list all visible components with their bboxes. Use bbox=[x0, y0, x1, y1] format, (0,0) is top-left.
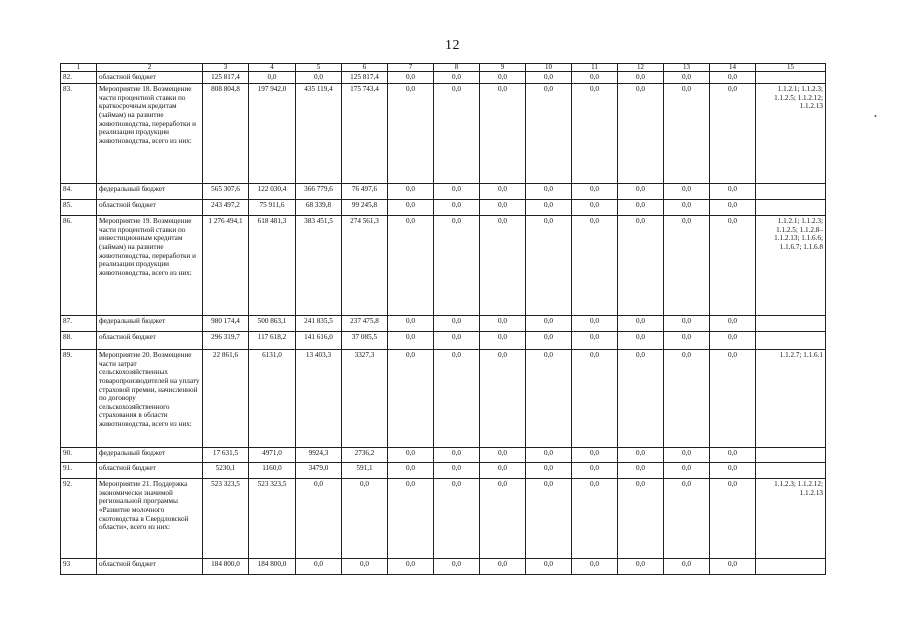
column-number: 4 bbox=[249, 64, 296, 72]
value-cell: 1 276 494,1 bbox=[203, 216, 249, 316]
value-cell: 0,0 bbox=[526, 216, 572, 316]
value-cell: 0,0 bbox=[710, 184, 756, 200]
value-cell: 0,0 bbox=[618, 316, 664, 332]
value-cell: 6131,0 bbox=[249, 350, 296, 448]
table-row bbox=[61, 463, 826, 479]
value-cell: 0,0 bbox=[434, 316, 480, 332]
row-name: областной бюджет bbox=[97, 463, 203, 479]
value-cell: 0,0 bbox=[572, 559, 618, 575]
value-cell: 0,0 bbox=[572, 216, 618, 316]
row-number: 87. bbox=[61, 316, 97, 332]
value-cell: 0,0 bbox=[572, 350, 618, 448]
value-cell: 37 085,5 bbox=[342, 332, 388, 350]
row-number: 89. bbox=[61, 350, 97, 448]
value-cell: 2736,2 bbox=[342, 448, 388, 463]
value-cell: 0,0 bbox=[296, 72, 342, 84]
value-cell: 0,0 bbox=[664, 332, 710, 350]
row-number: 93 bbox=[61, 559, 97, 575]
value-cell: 0,0 bbox=[618, 184, 664, 200]
value-cell: 99 245,8 bbox=[342, 200, 388, 216]
value-cell: 0,0 bbox=[664, 72, 710, 84]
target-codes bbox=[756, 448, 826, 463]
value-cell: 122 030,4 bbox=[249, 184, 296, 200]
value-cell: 184 800,0 bbox=[249, 559, 296, 575]
target-codes bbox=[756, 72, 826, 84]
value-cell: 0,0 bbox=[618, 448, 664, 463]
target-codes: 1.1.2.3; 1.1.2.12; 1.1.2.13 bbox=[756, 479, 826, 559]
value-cell: 0,0 bbox=[664, 448, 710, 463]
value-cell: 3479,0 bbox=[296, 463, 342, 479]
row-number: 91. bbox=[61, 463, 97, 479]
value-cell: 197 942,0 bbox=[249, 84, 296, 184]
value-cell: 0,0 bbox=[526, 200, 572, 216]
value-cell: 0,0 bbox=[434, 72, 480, 84]
column-number: 3 bbox=[203, 64, 249, 72]
table-row bbox=[61, 316, 826, 332]
table-row bbox=[61, 72, 826, 84]
value-cell: 0,0 bbox=[526, 184, 572, 200]
column-number: 2 bbox=[97, 64, 203, 72]
value-cell: 0,0 bbox=[618, 84, 664, 184]
column-number: 5 bbox=[296, 64, 342, 72]
target-codes bbox=[756, 559, 826, 575]
value-cell: 125 817,4 bbox=[342, 72, 388, 84]
row-number: 88. bbox=[61, 332, 97, 350]
value-cell: 0,0 bbox=[480, 84, 526, 184]
table-row bbox=[61, 216, 826, 316]
target-codes bbox=[756, 316, 826, 332]
value-cell: 0,0 bbox=[296, 559, 342, 575]
value-cell: 0,0 bbox=[618, 72, 664, 84]
value-cell: 0,0 bbox=[710, 559, 756, 575]
value-cell: 0,0 bbox=[388, 184, 434, 200]
value-cell: 0,0 bbox=[710, 216, 756, 316]
row-number: 84. bbox=[61, 184, 97, 200]
value-cell: 435 119,4 bbox=[296, 84, 342, 184]
value-cell: 0,0 bbox=[710, 350, 756, 448]
value-cell: 0,0 bbox=[388, 216, 434, 316]
value-cell: 0,0 bbox=[480, 200, 526, 216]
value-cell: 565 307,6 bbox=[203, 184, 249, 200]
row-number: 90. bbox=[61, 448, 97, 463]
value-cell: 0,0 bbox=[388, 200, 434, 216]
column-number: 13 bbox=[664, 64, 710, 72]
value-cell: 0,0 bbox=[664, 216, 710, 316]
value-cell: 13 403,3 bbox=[296, 350, 342, 448]
row-name: областной бюджет bbox=[97, 332, 203, 350]
row-number: 82. bbox=[61, 72, 97, 84]
value-cell: 184 800,0 bbox=[203, 559, 249, 575]
target-codes: 1.1.2.1; 1.1.2.3; 1.1.2.5; 1.1.2.8– 1.1.2.13; 1.1.6.6; 1.1.6.7; 1.1.6.8 bbox=[756, 216, 826, 316]
value-cell: 0,0 bbox=[618, 350, 664, 448]
row-name: областной бюджет bbox=[97, 559, 203, 575]
value-cell: 0,0 bbox=[664, 463, 710, 479]
row-name: Мероприятие 18. Возмещение части процентной ставки по краткосрочным кредитам (займам) на развитие животноводства, переработки и реализации продукции животноводства, всего из них: bbox=[97, 84, 203, 184]
value-cell: 0,0 bbox=[480, 72, 526, 84]
value-cell: 0,0 bbox=[480, 479, 526, 559]
target-codes bbox=[756, 184, 826, 200]
value-cell: 0,0 bbox=[572, 332, 618, 350]
value-cell: 75 911,6 bbox=[249, 200, 296, 216]
value-cell: 0,0 bbox=[480, 184, 526, 200]
value-cell: 0,0 bbox=[710, 200, 756, 216]
value-cell: 0,0 bbox=[572, 72, 618, 84]
value-cell: 383 451,5 bbox=[296, 216, 342, 316]
value-cell: 0,0 bbox=[480, 463, 526, 479]
target-codes: 1.1.2.1; 1.1.2.3; 1.1.2.5; 1.1.2.12; 1.1.2.13 bbox=[756, 84, 826, 184]
target-codes bbox=[756, 332, 826, 350]
column-number: 11 bbox=[572, 64, 618, 72]
value-cell: 0,0 bbox=[572, 316, 618, 332]
value-cell: 0,0 bbox=[480, 350, 526, 448]
value-cell: 5230,1 bbox=[203, 463, 249, 479]
value-cell: 500 863,1 bbox=[249, 316, 296, 332]
value-cell: 0,0 bbox=[388, 72, 434, 84]
column-number: 7 bbox=[388, 64, 434, 72]
value-cell: 125 817,4 bbox=[203, 72, 249, 84]
value-cell: 9924,3 bbox=[296, 448, 342, 463]
value-cell: 0,0 bbox=[618, 463, 664, 479]
column-number: 12 bbox=[618, 64, 664, 72]
value-cell: 0,0 bbox=[434, 463, 480, 479]
value-cell: 0,0 bbox=[434, 184, 480, 200]
value-cell: 3327,3 bbox=[342, 350, 388, 448]
column-number: 14 bbox=[710, 64, 756, 72]
column-number: 8 bbox=[434, 64, 480, 72]
value-cell: 0,0 bbox=[434, 84, 480, 184]
value-cell: 0,0 bbox=[388, 316, 434, 332]
value-cell: 0,0 bbox=[572, 84, 618, 184]
value-cell: 17 631,5 bbox=[203, 448, 249, 463]
column-number-row bbox=[61, 64, 826, 72]
budget-table bbox=[60, 63, 826, 575]
value-cell: 22 861,6 bbox=[203, 350, 249, 448]
value-cell: 0,0 bbox=[664, 350, 710, 448]
table-row bbox=[61, 559, 826, 575]
value-cell: 366 779,6 bbox=[296, 184, 342, 200]
page-number: 12 bbox=[445, 38, 460, 53]
value-cell: 0,0 bbox=[618, 479, 664, 559]
row-name: федеральный бюджет bbox=[97, 184, 203, 200]
value-cell: 117 618,2 bbox=[249, 332, 296, 350]
value-cell: 618 481,3 bbox=[249, 216, 296, 316]
table-body bbox=[61, 64, 826, 575]
value-cell: 0,0 bbox=[434, 559, 480, 575]
value-cell: 0,0 bbox=[710, 448, 756, 463]
value-cell: 0,0 bbox=[434, 216, 480, 316]
table-row bbox=[61, 350, 826, 448]
value-cell: 237 475,8 bbox=[342, 316, 388, 332]
value-cell: 0,0 bbox=[664, 84, 710, 184]
value-cell: 0,0 bbox=[526, 84, 572, 184]
value-cell: 0,0 bbox=[342, 559, 388, 575]
value-cell: 0,0 bbox=[572, 200, 618, 216]
value-cell: 591,1 bbox=[342, 463, 388, 479]
value-cell: 0,0 bbox=[664, 184, 710, 200]
margin-mark: • bbox=[874, 112, 877, 121]
value-cell: 0,0 bbox=[434, 479, 480, 559]
target-codes: 1.1.2.7; 1.1.6.1 bbox=[756, 350, 826, 448]
value-cell: 1160,0 bbox=[249, 463, 296, 479]
row-number: 85. bbox=[61, 200, 97, 216]
row-number: 83. bbox=[61, 84, 97, 184]
row-number: 86. bbox=[61, 216, 97, 316]
value-cell: 0,0 bbox=[388, 448, 434, 463]
value-cell: 808 804,8 bbox=[203, 84, 249, 184]
value-cell: 274 561,3 bbox=[342, 216, 388, 316]
column-number: 1 bbox=[61, 64, 97, 72]
table-row bbox=[61, 184, 826, 200]
value-cell: 0,0 bbox=[342, 479, 388, 559]
value-cell: 0,0 bbox=[296, 479, 342, 559]
value-cell: 175 743,4 bbox=[342, 84, 388, 184]
table-row bbox=[61, 448, 826, 463]
value-cell: 523 323,5 bbox=[249, 479, 296, 559]
table-row bbox=[61, 479, 826, 559]
row-name: областной бюджет bbox=[97, 200, 203, 216]
row-name: Мероприятие 19. Возмещение части процентной ставки по инвестиционным кредитам (займам) на развитие животноводства, переработки и реализации продукции животноводства, всего из них: bbox=[97, 216, 203, 316]
row-name: федеральный бюджет bbox=[97, 448, 203, 463]
value-cell: 0,0 bbox=[710, 84, 756, 184]
value-cell: 0,0 bbox=[526, 463, 572, 479]
value-cell: 0,0 bbox=[710, 316, 756, 332]
value-cell: 0,0 bbox=[388, 479, 434, 559]
value-cell: 0,0 bbox=[388, 350, 434, 448]
value-cell: 0,0 bbox=[710, 463, 756, 479]
value-cell: 0,0 bbox=[526, 72, 572, 84]
value-cell: 0,0 bbox=[572, 479, 618, 559]
value-cell: 0,0 bbox=[618, 200, 664, 216]
value-cell: 0,0 bbox=[572, 448, 618, 463]
value-cell: 0,0 bbox=[249, 72, 296, 84]
table-row bbox=[61, 200, 826, 216]
value-cell: 0,0 bbox=[526, 479, 572, 559]
value-cell: 0,0 bbox=[572, 463, 618, 479]
value-cell: 141 616,0 bbox=[296, 332, 342, 350]
value-cell: 0,0 bbox=[710, 72, 756, 84]
value-cell: 523 323,5 bbox=[203, 479, 249, 559]
row-name: Мероприятие 21. Поддержка экономически значимой региональной программы «Развитие молочного скотоводства в Свердловской области», всего из них: bbox=[97, 479, 203, 559]
value-cell: 0,0 bbox=[388, 84, 434, 184]
value-cell: 4971,0 bbox=[249, 448, 296, 463]
column-number: 10 bbox=[526, 64, 572, 72]
value-cell: 0,0 bbox=[388, 463, 434, 479]
row-name: областной бюджет bbox=[97, 72, 203, 84]
value-cell: 0,0 bbox=[710, 332, 756, 350]
value-cell: 0,0 bbox=[618, 216, 664, 316]
target-codes bbox=[756, 200, 826, 216]
value-cell: 241 835,5 bbox=[296, 316, 342, 332]
value-cell: 0,0 bbox=[618, 332, 664, 350]
value-cell: 243 497,2 bbox=[203, 200, 249, 216]
value-cell: 0,0 bbox=[664, 559, 710, 575]
value-cell: 0,0 bbox=[526, 350, 572, 448]
value-cell: 0,0 bbox=[434, 200, 480, 216]
value-cell: 0,0 bbox=[480, 448, 526, 463]
value-cell: 980 174,4 bbox=[203, 316, 249, 332]
value-cell: 76 497,6 bbox=[342, 184, 388, 200]
column-number: 15 bbox=[756, 64, 826, 72]
value-cell: 0,0 bbox=[480, 332, 526, 350]
table-row bbox=[61, 332, 826, 350]
value-cell: 0,0 bbox=[526, 316, 572, 332]
table-row bbox=[61, 84, 826, 184]
value-cell: 0,0 bbox=[434, 350, 480, 448]
row-name: Мероприятие 20. Возмещение части затрат сельскохозяйственных товаропроизводителей на уплату страховой премии, начисленной по договору сельскохозяйственного страхования в области животноводства, всего из них: bbox=[97, 350, 203, 448]
column-number: 6 bbox=[342, 64, 388, 72]
value-cell: 0,0 bbox=[526, 448, 572, 463]
value-cell: 0,0 bbox=[434, 448, 480, 463]
value-cell: 0,0 bbox=[710, 479, 756, 559]
value-cell: 0,0 bbox=[388, 332, 434, 350]
target-codes bbox=[756, 463, 826, 479]
value-cell: 0,0 bbox=[480, 316, 526, 332]
value-cell: 0,0 bbox=[526, 332, 572, 350]
value-cell: 0,0 bbox=[618, 559, 664, 575]
value-cell: 0,0 bbox=[480, 216, 526, 316]
value-cell: 0,0 bbox=[664, 479, 710, 559]
value-cell: 0,0 bbox=[664, 316, 710, 332]
value-cell: 0,0 bbox=[526, 559, 572, 575]
value-cell: 296 319,7 bbox=[203, 332, 249, 350]
row-name: федеральный бюджет bbox=[97, 316, 203, 332]
value-cell: 0,0 bbox=[664, 200, 710, 216]
value-cell: 0,0 bbox=[434, 332, 480, 350]
value-cell: 0,0 bbox=[572, 184, 618, 200]
value-cell: 0,0 bbox=[480, 559, 526, 575]
value-cell: 68 339,8 bbox=[296, 200, 342, 216]
column-number: 9 bbox=[480, 64, 526, 72]
value-cell: 0,0 bbox=[388, 559, 434, 575]
row-number: 92. bbox=[61, 479, 97, 559]
